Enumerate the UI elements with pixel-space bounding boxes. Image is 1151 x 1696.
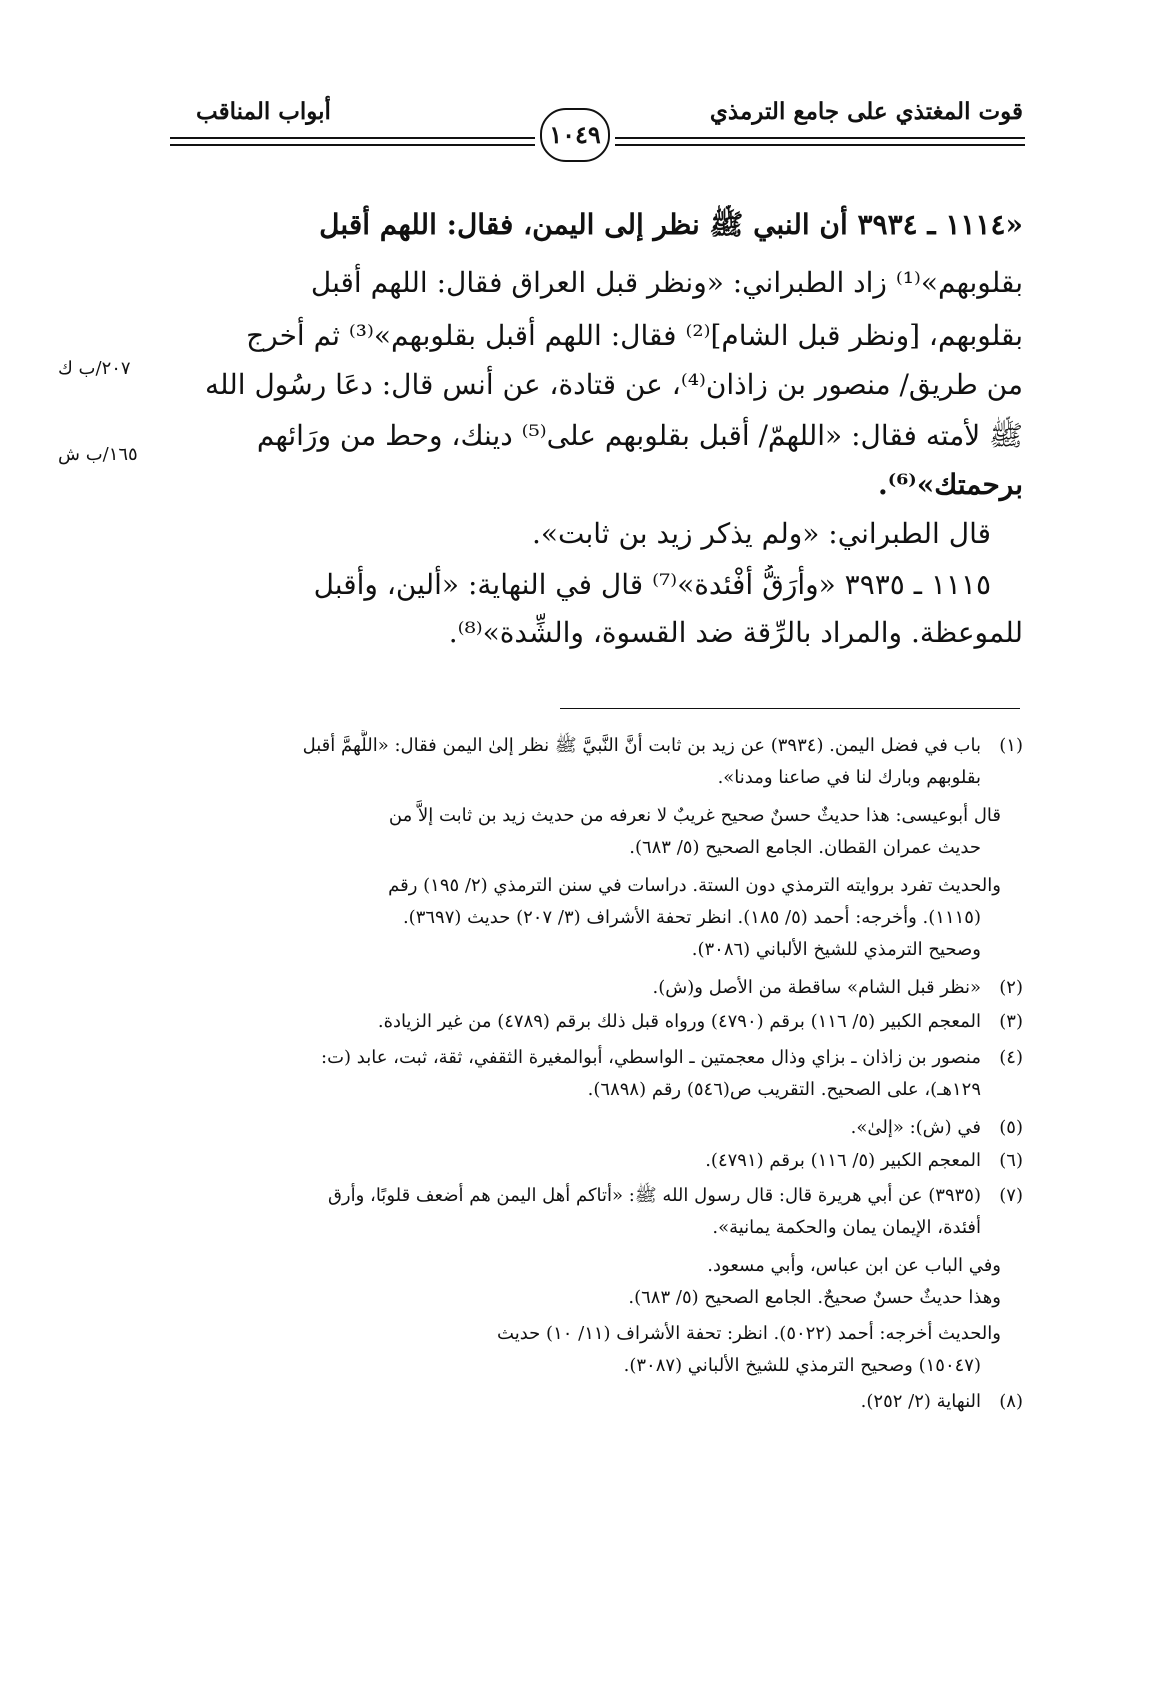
footnote-text: بقلوبهم وبارك لنا في صاعنا ومدنا». [717,767,981,788]
footnote-text: وفي الباب عن ابن عباس، وأبي مسعود. [707,1255,1001,1276]
footnote-text: وهذا حديثٌ حسنٌ صحيحٌ. الجامع الصحيح (٥/ ٦٨٣). [628,1287,1001,1308]
book-title: قوت المغتذي على جامع الترمذي [709,98,1023,125]
footnote-number: (٣) [999,1011,1023,1032]
footnote-text: منصور بن زاذان ـ بزاي وذال معجمتين ـ الواسطي، أبوالمغيرة الثقفي، ثقة، ثبت، عابد (ت: [321,1047,981,1068]
footnote-text: (١٥٠٤٧) وصحيح الترمذي للشيخ الألباني (٣٠٨٧). [623,1355,981,1376]
footnote-text: ١٢٩هـ)، على الصحيح. التقريب ص(٥٤٦) رقم (٦٨٩٨). [587,1079,981,1100]
footnote-line [181,800,1001,831]
header-rule-right-bottom [615,144,1025,146]
footnote-line [173,1145,1023,1176]
main-line: للموعظة. والمراد بالرِّقة ضد القسوة، والشِّدة»⁽⁸⁾. [448,616,1023,649]
footnote-text: والحديث تفرد بروايته الترمذي دون الستة. دراسات في سنن الترمذي (٢/ ١٩٥) رقم [388,875,1001,896]
footnote-text: حديث عمران القطان. الجامع الصحيح (٥/ ٦٨٣). [629,837,981,858]
footnote-line [181,1212,981,1243]
footnote-text: (٣٩٣٥) عن أبي هريرة قال: قال رسول الله ﷺ: «أتاكم أهل اليمن هم أضعف قلوبًا، وأرق [327,1185,981,1206]
footnote-number: (٢) [999,977,1023,998]
footnote-line [181,832,981,863]
page-number: ١٠٤٩ [540,108,610,162]
main-line: قال الطبراني: «ولم يذكر زيد بن ثابت». [531,517,991,550]
footnote-number: (٤) [999,1047,1023,1068]
footnote-line [173,972,1023,1003]
footnote-line [173,1180,1023,1211]
footnote-line [173,730,1023,761]
footnote-text: أفئدة، الإيمان يمان والحكمة يمانية». [712,1217,981,1238]
footnote-number: (٨) [999,1391,1023,1412]
footnote-line [181,1250,1001,1281]
chapter-title: أبواب المناقب [196,98,331,125]
footnote-number: (١) [999,735,1023,756]
main-line: من طريق/ منصور بن زاذان⁽⁴⁾، عن قتادة، عن أنس قال: دعَا رسُول الله [204,368,1023,401]
footnote-line [173,1112,1023,1143]
main-line: ١١١٥ ـ ٣٩٣٥ «وأرَقُّ أفْئدة»⁽⁷⁾ قال في النهاية: «ألين، وأقبل [313,568,991,601]
footnote-text: وصحيح الترمذي للشيخ الألباني (٣٠٨٦). [691,939,981,960]
footnote-text: والحديث أخرجه: أحمد (٥٠٢٢). انظر: تحفة الأشراف (١١/ ١٠) حديث [497,1323,1001,1344]
main-line: بقلوبهم»⁽¹⁾ زاد الطبراني: «ونظر قبل العراق فقال: اللهم أقبل [310,266,1023,299]
footnote-line [181,1350,981,1381]
footnote-text: المعجم الكبير (٥/ ١١٦) برقم (٤٧٩٠) ورواه قبل ذلك برقم (٤٧٨٩) من غير الزيادة. [377,1011,981,1032]
footnote-line [181,762,981,793]
margin-note-1: ٢٠٧/ب ك [58,358,131,379]
footnote-text: قال أبوعيسى: هذا حديثٌ حسنٌ صحيح غريبٌ لا نعرفه من حديث زيد بن ثابت إلاَّ من [388,805,1001,826]
footnote-text: المعجم الكبير (٥/ ١١٦) برقم (٤٧٩١). [705,1150,981,1171]
footnote-line [181,902,981,933]
footnote-text: «نظر قبل الشام» ساقطة من الأصل و(ش). [652,977,981,998]
header-rule-left-top [170,137,535,139]
footnote-line [181,1282,1001,1313]
footnote-text: باب في فضل اليمن. (٣٩٣٤) عن زيد بن ثابت أنَّ النَّبيَّ ﷺ نظر إلىٰ اليمن فقال: «اللَّهمَّ أقبل [302,735,981,756]
footnote-line [181,870,1001,901]
footnote-line [173,1386,1023,1417]
footnote-text: النهاية (٢/ ٢٥٢). [860,1391,981,1412]
footnote-text: في (ش): «إلىٰ». [850,1117,981,1138]
footnote-text: (١١١٥). وأخرجه: أحمد (٥/ ١٨٥). انظر تحفة الأشراف (٣/ ٢٠٧) حديث (٣٦٩٧). [402,907,981,928]
main-line: «١١١٤ ـ ٣٩٣٤ أن النبي ﷺ نظر إلى اليمن، فقال: اللهم أقبل [319,208,1023,241]
footnote-line [181,1318,1001,1349]
footnote-number: (٧) [999,1185,1023,1206]
footnote-line [173,1042,1023,1073]
footnote-line [181,1074,981,1105]
main-line: برحمتك»⁽⁶⁾. [878,468,1023,501]
footnote-separator [560,708,1020,709]
header-rule-right-top [615,137,1025,139]
main-line: بقلوبهم، [ونظر قبل الشام]⁽²⁾ فقال: اللهم أقبل بقلوبهم»⁽³⁾ ثم أخرج [246,319,1023,352]
footnote-line [181,934,981,965]
margin-note-2: ١٦٥/ب ش [58,444,138,465]
footnote-number: (٦) [999,1150,1023,1171]
footnote-line [173,1006,1023,1037]
main-line: ﷺ لأمته فقال: «اللهمّ/ أقبل بقلوبهم على⁽⁵⁾ دينك، وحط من ورَائهم [256,419,1023,452]
header-rule-left-bottom [170,144,535,146]
footnote-number: (٥) [999,1117,1023,1138]
